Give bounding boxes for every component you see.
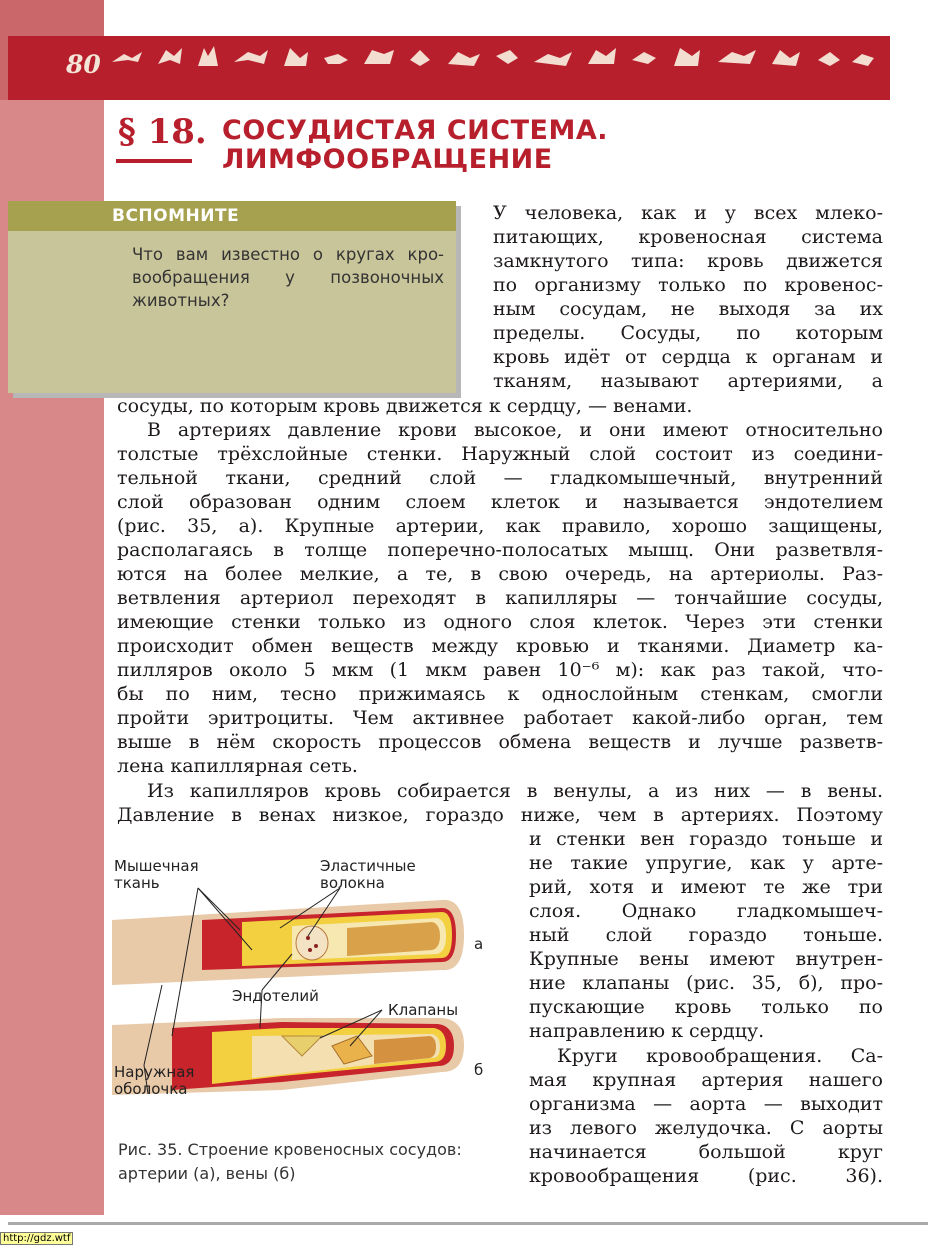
label-b: б <box>474 1061 484 1079</box>
text-line-aorta: организма — аорта — выходит <box>529 1093 883 1115</box>
remember-box-label: ВСПОМНИТЕ <box>112 206 240 226</box>
text-line: ный слой гораздо тоньше. <box>529 924 883 946</box>
remember-box-question <box>132 243 444 312</box>
text-line: из левого желудочка. С аорты <box>529 1117 883 1139</box>
text-line: пилляров около 5 мкм (1 мкм равен 10⁻⁶ м): как раз такой, что- <box>117 659 883 681</box>
artery-drawing <box>112 900 464 985</box>
remember-line: Что вам известно о кругах кро- <box>132 245 444 264</box>
text-line: происходит обмен веществ между кровью и тканями. Диаметр ка- <box>117 635 883 657</box>
text-line: лена капиллярная сеть. <box>117 755 358 777</box>
text-line: слоя. Однако гладкомышеч- <box>529 900 883 922</box>
text-line: выше в нём скорость процессов обмена веществ и лучше разветв- <box>117 731 883 753</box>
text-line: мая крупная артерия нашего <box>529 1069 883 1091</box>
label-muscle-tissue: Мышечная ткань <box>114 857 199 892</box>
label-valves: Клапаны <box>388 1001 459 1019</box>
text-line: начинается большой круг <box>529 1141 883 1163</box>
text-line: ются на более мелкие, а те, в свою очередь, на артериолы. Раз- <box>117 563 883 585</box>
text-line: не такие упругие, как у арте- <box>529 852 883 874</box>
section-title-line1: СОСУДИСТАЯ СИСТЕМА. <box>222 115 608 146</box>
text-line: располагаясь в толще поперечно-полосатых мышц. Они разветвля- <box>117 539 883 561</box>
figure-35-vessel-structure <box>112 850 500 1125</box>
text-line: пройти эритроциты. Чем активнее работает какой-либо орган, тем <box>117 707 883 729</box>
text-line: пределы. Сосуды, по которым <box>493 322 883 344</box>
text-line: направлению к сердцу. <box>529 1020 765 1042</box>
text-line: ным сосудам, не выходя за их <box>493 298 883 320</box>
label-endothelium: Эндотелий <box>232 987 319 1005</box>
text-line: (рис. 35, а). Крупные артерии, как правило, хорошо защищены, <box>117 515 883 537</box>
page-footer-rule <box>8 1222 928 1225</box>
section-number: § 18. <box>118 112 207 152</box>
text-line: рий, хотя и имеют те же три <box>529 876 883 898</box>
text-line-circulation-heading: Круги кровообращения. Са- <box>557 1045 883 1067</box>
text-line: по организму только по кровенос- <box>493 274 883 296</box>
text-line: В артериях давление крови высокое, и они имеют относительно <box>147 419 883 441</box>
label-outer-layer: Наружная оболочка <box>114 1063 195 1098</box>
page-number: 80 <box>66 50 101 79</box>
text-line: Крупные вены имеют внутрен- <box>529 948 883 970</box>
text-line: и стенки вен гораздо тоньше и <box>529 828 883 850</box>
remember-line: животных? <box>132 291 230 310</box>
text-line: кровь идёт от сердца к органам и <box>493 346 883 368</box>
text-line: Из капилляров кровь собирается в венулы, а из них — в вены. <box>147 780 883 802</box>
text-line: тельной ткани, средний слой — гладкомышечный, внутренний <box>117 467 883 489</box>
label-elastic-fibers: Эластичные волокна <box>320 857 416 892</box>
section-number-underline <box>116 159 192 163</box>
text-line: ние клапаны (рис. 35, б), про- <box>529 972 883 994</box>
text-line: слой образован одним слоем клеток и называется эндотелием <box>117 491 883 513</box>
section-title-line2: ЛИМФООБРАЩЕНИЕ <box>222 144 553 175</box>
text-line: пускающие кровь только по <box>529 996 883 1018</box>
text-line-veins: сосуды, по которым кровь движется к сердцу, — венами. <box>117 395 693 417</box>
figure-caption: Рис. 35. Строение кровеносных сосудов: артерии (а), вены (б) <box>118 1140 462 1183</box>
text-line: толстые трёхслойные стенки. Наружный слой состоит из соедини- <box>117 443 883 465</box>
text-line: Давление в венах низкое, гораздо ниже, чем в артериях. Поэтому <box>117 804 883 826</box>
animal-silhouette-ornament <box>108 40 878 74</box>
remember-box-header <box>8 201 456 231</box>
remember-box <box>8 201 456 393</box>
text-line: бы по ним, тесно прижимаясь к однослойным стенкам, смогли <box>117 683 883 705</box>
left-margin-band <box>0 0 104 1215</box>
text-line: замкнутого типа: кровь движется <box>493 250 883 272</box>
text-line-arteries: тканям, называют артериями, а <box>493 370 883 392</box>
remember-line: вообращения у позвоночных <box>132 268 444 287</box>
text-line: кровообращения (рис. 36). <box>529 1165 883 1187</box>
label-a: а <box>474 935 484 953</box>
section-title <box>222 116 608 174</box>
watermark-link[interactable]: http://gdz.wtf <box>0 1232 73 1245</box>
text-line: У человека, как и у всех млеко- <box>493 202 883 224</box>
text-line: питающих, кровеносная система <box>493 226 883 248</box>
text-line: ветвления артериол переходят в капилляры — тончайшие сосуды, <box>117 587 883 609</box>
text-line: имеющие стенки только из одного слоя клеток. Через эти стенки <box>117 611 883 633</box>
